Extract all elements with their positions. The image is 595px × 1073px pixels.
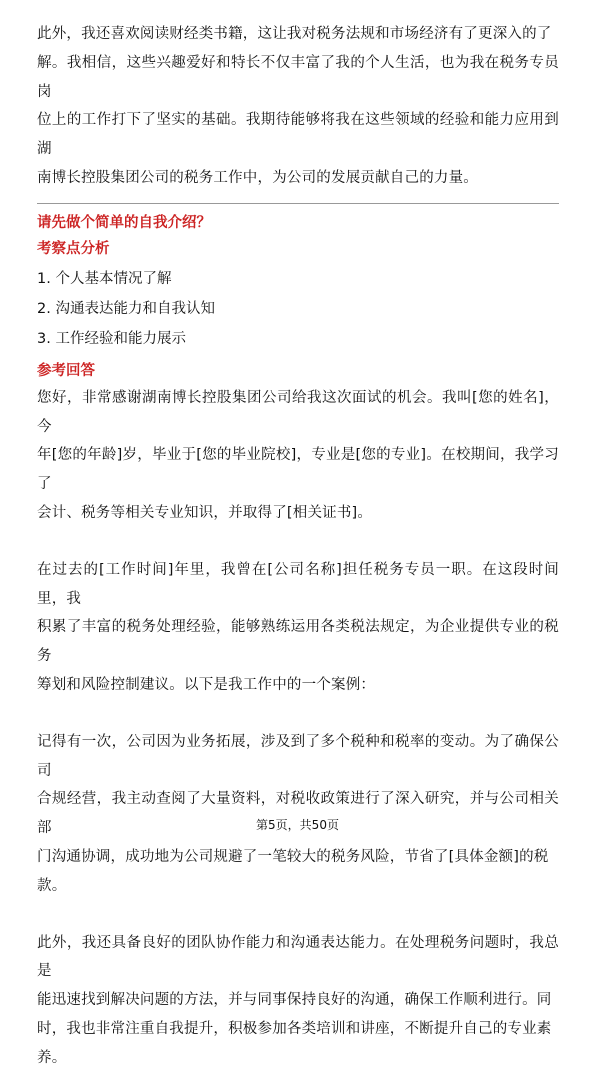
analysis-title: 考察点分析 bbox=[37, 240, 110, 257]
analysis-item: 1. 个人基本情况了解 bbox=[37, 270, 172, 287]
page-number: 第5页，共50页 bbox=[256, 818, 339, 832]
answer-paragraph: 在过去的[工作时间]年里，我曾在[公司名称]担任税务专员一职。在这段时间里，我 积累了丰富的税务处理经验，能够熟练运用各类税法规定，为企业提供专业的税务 筹划和风险控制建议。以下是我工作中的一个案例： bbox=[37, 561, 559, 693]
section-divider bbox=[37, 203, 559, 204]
analysis-item: 2. 沟通表达能力和自我认知 bbox=[37, 300, 215, 317]
paragraph-gap bbox=[37, 901, 559, 929]
page-content bbox=[37, 20, 559, 1073]
answer-title: 参考回答 bbox=[37, 362, 95, 379]
answer-paragraph: 您好，非常感谢湖南博长控股集团公司给我这次面试的机会。我叫[您的姓名]，今 年[您的年龄]岁，毕业于[您的毕业院校]，专业是[您的专业]。在校期间，我学习了 会计、税务等相关专业知识，并取得了[相关证书]。 bbox=[37, 389, 559, 521]
paragraph-gap bbox=[37, 528, 559, 556]
answer-paragraph: 此外，我还具备良好的团队协作能力和沟通表达能力。在处理税务问题时，我总是 能迅速找到解决问题的方法，并与同事保持良好的沟通，确保工作顺利进行。同 时，我也非常注重自我提升，积极参加各类培训和讲座，不断提升自己的专业素 养。 bbox=[37, 934, 559, 1066]
intro-paragraph: 此外，我还喜欢阅读财经类书籍，这让我对税务法规和市场经济有了更深入的了 解。我相信，这些兴趣爱好和特长不仅丰富了我的个人生活，也为我在税务专员岗 位上的工作打下了坚实的基础。我期待能够将我在这些领域的经验和能力应用到湖 南博长控股集团公司的税务工作中，为公司的发展贡献自己的力量。 bbox=[37, 26, 559, 186]
analysis-list bbox=[37, 264, 559, 354]
analysis-item: 3. 工作经验和能力展示 bbox=[37, 330, 186, 347]
answer-paragraph: 记得有一次，公司因为业务拓展，涉及到了多个税种和税率的变动。为了确保公司 合规经营，我主动查阅了大量资料，对税收政策进行了深入研究，并与公司相关部 门沟通协调，成功地为公司规避了一笔较大的税务风险，节省了[具体金额]的税 款。 bbox=[37, 733, 559, 894]
paragraph-gap bbox=[37, 700, 559, 728]
interview-question: 请先做个简单的自我介绍？ bbox=[37, 214, 211, 231]
